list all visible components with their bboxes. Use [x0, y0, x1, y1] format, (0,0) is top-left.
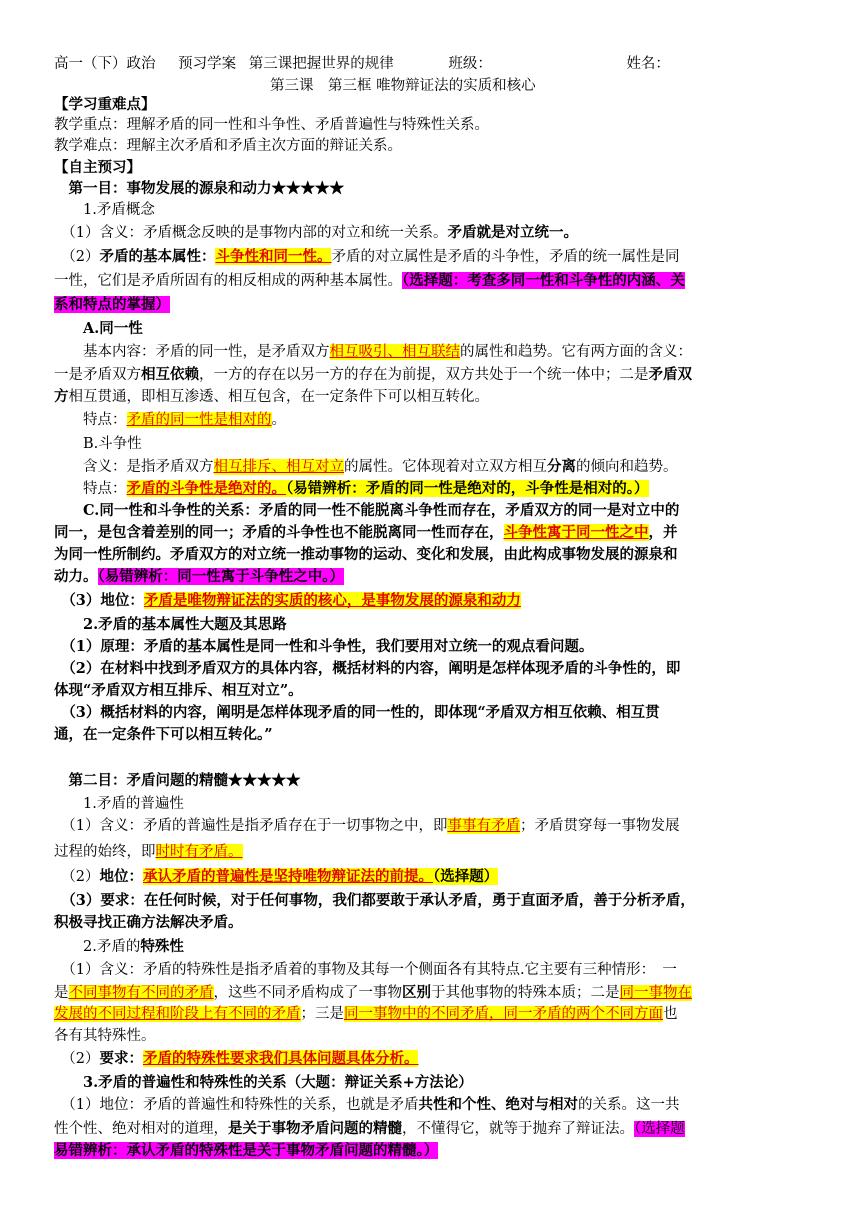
text-line: [54, 794, 814, 815]
text-line: [54, 1026, 814, 1047]
text-segment: 相互吸引、相互联结: [329, 344, 460, 360]
text-line: [54, 136, 814, 157]
text-segment: 特点：: [54, 481, 127, 497]
text-segment: 于其他事物的特殊本质；二是: [431, 985, 620, 1001]
text-line: [54, 982, 814, 1004]
text-segment: ，不懂得它，就等于抛弃了辩证法。: [402, 1121, 634, 1137]
text-segment: 不同事物有不同的矛盾: [68, 985, 214, 1001]
text-line: [54, 94, 814, 116]
text-segment: 矛盾的同一性是相对的: [126, 412, 272, 428]
text-segment: 同一事物中的不同矛盾，同一矛盾的两个不同方面: [344, 1006, 663, 1022]
text-segment: 含义：是指矛盾双方: [54, 459, 214, 475]
text-segment: （2）: [54, 869, 100, 885]
text-line: [54, 936, 814, 958]
text-segment: 发展的不同过程和阶段上有不同的矛盾: [54, 1006, 301, 1022]
text-segment: 的关系。这一共: [577, 1097, 680, 1113]
text-segment: （选择题: [634, 1121, 685, 1137]
text-segment: 相互贯通，即相互渗透、相互包含，: [68, 389, 301, 405]
text-segment: （1）含义：矛盾的普遍性是指矛盾存在于一切事物之中，即: [54, 818, 448, 834]
text-segment: 体现“矛盾双方相互排斥、相互对立”。: [54, 682, 303, 699]
text-segment: 的属性。它体现着对立双方相互: [344, 459, 547, 475]
text-line: [54, 702, 814, 724]
text-segment: ，并: [648, 524, 678, 541]
text-line: [54, 842, 814, 863]
text-segment: 相互排斥、相互对立: [213, 459, 344, 475]
text-line: [54, 294, 814, 316]
text-segment: 是: [54, 985, 69, 1001]
text-segment: 区别: [402, 984, 431, 1001]
text-line: [54, 478, 814, 500]
text-segment: 的倾向和趋势。: [576, 459, 678, 475]
text-segment: 斗争性和同一性。: [215, 248, 332, 265]
text-line: [54, 500, 814, 522]
text-line: [54, 364, 814, 386]
text-segment: 动力。: [54, 568, 98, 585]
text-segment: 同一事物在: [619, 985, 692, 1001]
text-line: [54, 318, 814, 340]
text-segment: 过程的始终，即: [54, 844, 156, 860]
text-segment: 分离: [547, 458, 576, 475]
text-segment: （选择题）: [432, 868, 499, 885]
text-line: [54, 1072, 814, 1094]
text-segment: 相互依赖: [141, 366, 199, 383]
text-segment: ，这些不同矛盾构成了一事物: [213, 985, 402, 1001]
text-line: [54, 566, 814, 588]
text-segment: （2）: [54, 249, 100, 265]
text-segment: 也: [663, 1006, 678, 1022]
class-label: 班级：: [448, 56, 492, 72]
doc-type-label: 预习学案: [178, 56, 237, 72]
text-segment: B.斗争性: [54, 436, 142, 452]
text-segment: 一性，它们是矛盾所固有的相反相成的两种基本属性。: [54, 273, 402, 289]
text-line: [54, 658, 814, 680]
text-segment: 矛盾双: [648, 366, 692, 383]
text-line: [54, 890, 814, 912]
text-segment: 矛盾的同一性不能脱离斗争性而存在，矛盾双方的同一是对立中的: [258, 502, 680, 519]
text-line: [54, 342, 814, 363]
text-line: [54, 636, 814, 658]
text-line: [54, 522, 814, 544]
text-segment: （1）含义：矛盾概念反映的是事物内部的对立和统一关系。: [54, 225, 448, 241]
text-segment: 的属性和趋势。它有两方面的含义：: [460, 344, 692, 360]
text-segment: 时时有矛盾。: [155, 844, 243, 860]
text-segment: 矛盾的基本属性：: [99, 248, 216, 265]
text-segment: （3）要求：在任何时候，对于任何事物，我们都要敢于承认矛盾，勇于直面矛盾，善于分析矛盾，: [54, 892, 695, 909]
text-segment: 系和特点的掌握）: [54, 296, 170, 313]
text-segment: 矛盾的特殊性要求我们具体问题具体分析。: [142, 1050, 419, 1067]
text-segment: 为同一性所制约。矛盾双方的对立统一推动事物的运动、变化和发展，由此构成事物发展的源泉和: [54, 546, 678, 563]
text-line: [54, 270, 814, 292]
text-segment: 第二目：矛盾问题的精髓★★★★★: [54, 772, 301, 789]
text-segment: （易错辨析：同一性寓于斗争性之中。）: [97, 568, 344, 585]
text-segment: ，一方的存在以另一方的存在为前提，双方共处于一个统一体中；二是: [199, 367, 649, 383]
text-segment: 在一定条件下可以相互转化。: [300, 389, 489, 405]
text-segment: （1）原理：矛盾的基本属性是同一性和斗争性，我们要用对立统一的观点看问题。: [54, 638, 594, 655]
text-line: [54, 178, 814, 200]
text-segment: 积极寻找正确方法解决矛盾。: [54, 914, 243, 931]
course-label: 高一（下）政治: [54, 56, 156, 72]
text-line: [54, 222, 814, 244]
text-line: [54, 680, 814, 702]
text-segment: 各有其特殊性。: [54, 1028, 156, 1044]
text-line: [54, 590, 814, 612]
text-segment: 性个性、绝对相对的道理，: [54, 1121, 228, 1137]
text-line: [54, 960, 814, 981]
text-segment: （1）含义：矛盾的特殊性是指矛盾着的事物及其每一个侧面各有其特点.它主要有三种情形： 一: [54, 962, 677, 978]
text-segment: 2.矛盾的: [54, 939, 141, 955]
text-segment: （1）地位：矛盾的普遍性和特殊性的关系，也就是矛盾: [54, 1097, 419, 1113]
text-line: [54, 157, 814, 179]
text-segment: 矛盾就是对立统一。: [447, 224, 578, 241]
text-line: [54, 544, 814, 566]
text-segment: 3.矛盾的普遍性和特殊性的关系（大题：辩证关系+方法论）: [54, 1074, 473, 1091]
text-segment: 通，在一定条件下可以相互转化。”: [54, 726, 273, 743]
text-segment: 特殊性: [140, 938, 184, 955]
text-line: [54, 912, 814, 934]
text-segment: 共性和个性、绝对与相对: [418, 1096, 578, 1113]
text-segment: （2）: [54, 1051, 100, 1067]
text-segment: 教学重点：理解矛盾的同一性和斗争性、矛盾普遍性与特殊性关系。: [54, 117, 489, 133]
text-segment: 事事有矛盾: [447, 818, 520, 834]
text-segment: 方: [54, 388, 69, 405]
text-line: [54, 724, 814, 746]
text-segment: 要求：: [99, 1050, 143, 1067]
text-segment: 是关于事物矛盾问题的精髓: [228, 1120, 402, 1137]
text-line: [54, 614, 814, 636]
text-line: [54, 866, 814, 888]
text-segment: C.同一性和斗争性的关系：: [54, 502, 259, 519]
name-label: 姓名：: [626, 56, 670, 72]
text-segment: ；矛盾贯穿每一事物发展: [519, 818, 680, 834]
text-segment: 。: [271, 412, 286, 428]
text-segment: 2.矛盾的基本属性大题及其思路: [54, 616, 287, 633]
text-segment: 1.矛盾概念: [54, 202, 155, 218]
text-line: [54, 386, 814, 408]
text-segment: （2）在材料中找到矛盾双方的具体内容，概括材料的内容，阐明是怎样体现矛盾的斗争性的，即: [54, 660, 681, 677]
page-subtitle: 第三课 第三框 唯物辩证法的实质和核心: [270, 78, 536, 94]
text-segment: 斗争性寓于同一性之中: [503, 524, 649, 541]
text-line: [54, 816, 814, 837]
text-line: [54, 1118, 814, 1140]
text-line: [54, 456, 814, 478]
text-segment: 同一，是包含着差别的同一；矛盾的斗争性也不能脱离同一性而存在，: [54, 524, 504, 541]
text-segment: 矛盾的对立属性是矛盾的斗争性，矛盾的统一属性是同: [331, 249, 680, 265]
header-line: [54, 54, 814, 75]
text-segment: （选择题：考查多同一性和斗争性的内涵、关: [402, 272, 685, 289]
text-line: [54, 1048, 814, 1070]
text-segment: （3）地位：: [54, 592, 144, 609]
text-segment: A.同一性: [54, 320, 143, 337]
text-segment: 矛盾的斗争性是绝对的。: [126, 480, 286, 497]
text-segment: （3）概括材料的内容，阐明是怎样体现矛盾的同一性的，即体现“矛盾双方相互依赖、相互贯: [54, 704, 660, 721]
text-segment: （易错辨析：矛盾的同一性是绝对的，斗争性是相对的。）: [286, 480, 649, 497]
text-segment: 基本内容：矛盾的同一性，是矛盾双方: [54, 344, 330, 360]
text-segment: 一是矛盾双方: [54, 367, 141, 383]
text-line: [54, 200, 814, 221]
text-line: [54, 410, 814, 431]
text-segment: 【自主预习】: [54, 159, 141, 176]
text-segment: 第一目：事物发展的源泉和动力★★★★★: [54, 180, 344, 197]
text-line: [54, 1004, 814, 1025]
text-segment: 1.矛盾的普遍性: [54, 796, 184, 812]
text-segment: 矛盾是唯物辩证法的实质的核心，是事物发展的源泉和动力: [143, 592, 521, 609]
text-segment: 地位：: [99, 868, 143, 885]
text-segment: 教学难点：理解主次矛盾和矛盾主次方面的辩证关系。: [54, 138, 402, 154]
text-segment: 【学习重难点】: [54, 96, 156, 113]
text-line: [54, 434, 814, 455]
text-line: [54, 115, 814, 136]
text-segment: 特点：: [54, 412, 127, 428]
text-segment: ；三是: [300, 1006, 344, 1022]
text-segment: 易错辨析：承认矛盾的特殊性是关于事物矛盾问题的精髓。）: [54, 1142, 439, 1159]
text-line: [54, 1094, 814, 1116]
text-segment: 承认矛盾的普遍性是坚持唯物辩证法的前提。: [142, 868, 433, 885]
chapter-label: 第三课把握世界的规律: [248, 56, 394, 72]
text-line: [54, 770, 814, 792]
text-line: [54, 1140, 814, 1162]
text-line: [54, 246, 814, 268]
